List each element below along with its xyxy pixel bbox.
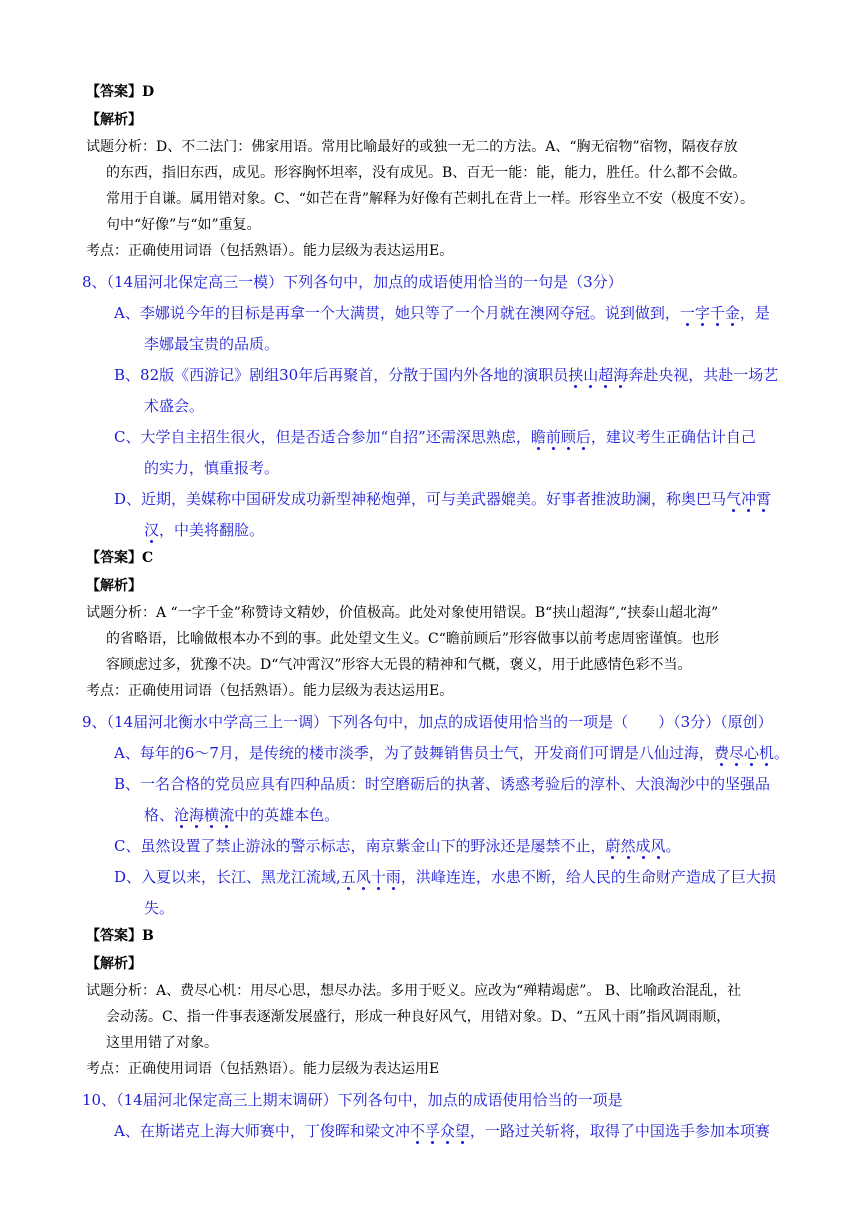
answer-label: 【答案】C <box>86 550 154 566</box>
analysis-line: 句中“好像”与“如”重复。 <box>106 217 261 233</box>
option-b: B、82版《西游记》剧组30年后再聚首，分散于国内外各地的演职员挟山超海奔赴央视，共赴一场艺 <box>114 366 779 384</box>
option-a: A、李娜说今年的目标是再拿一个大满贯，她只等了一个月就在澳网夺冠。说到做到，一字千金，是 <box>114 304 770 322</box>
option-a: A、在斯诺克上海大师赛中，丁俊晖和梁文冲不孚众望，一路过关斩将，取得了中国选手参加本项赛 <box>114 1122 770 1140</box>
kaodian-line: 考点：正确使用词语（包括熟语）。能力层级为表达运用E <box>86 1061 440 1077</box>
kaodian-line: 考点：正确使用词语（包括熟语）。能力层级为表达运用E。 <box>86 243 454 259</box>
option-d-cont: 失。 <box>144 899 175 917</box>
option-d-cont: 汉，中美将翻脸。 <box>144 521 265 539</box>
option-b: B、一名合格的党员应具有四种品质：时空磨砺后的执著、诱惑考验后的淳朴、大浪淘沙中的坚强品 <box>114 775 771 793</box>
option-a: A、每年的6～7月，是传统的楼市淡季，为了鼓舞销售员士气，开发商们可谓是八仙过海，费尽心机。 <box>114 744 790 762</box>
analysis-line: 的东西，指旧东西，成见。形容胸怀坦率，没有成见。B、百无一能：能，能力，胜任。什么都不会做。 <box>106 165 747 181</box>
option-c: C、虽然设置了禁止游泳的警示标志，南京紫金山下的野泳还是屡禁不止，蔚然成风。 <box>114 837 681 855</box>
option-c: C、大学自主招生很火，但是否适合参加“自招”还需深思熟虑，瞻前顾后，建议考生正确估计自己 <box>114 428 756 446</box>
analysis-line: 试题分析：D、不二法门：佛家用语。常用比喻最好的或独一无二的方法。A、“胸无宿物”宿物，隔夜存放 <box>86 139 738 155</box>
analysis-line: 这里用错了对象。 <box>106 1035 218 1051</box>
analysis-line: 常用于自谦。属用错对象。C、“如芒在背”解释为好像有芒刺扎在背上一样。形容坐立不安（极度不安）。 <box>106 191 755 207</box>
option-d: D、入夏以来，长江、黑龙江流域,五风十雨，洪峰连连，水患不断，给人民的生命财产造成了巨大损 <box>114 868 776 886</box>
analysis-line: 试题分析：A “一字千金”称赞诗文精妙，价值极高。此处对象使用错误。B“挟山超海”,“挟泰山超北海” <box>86 605 719 621</box>
option-d: D、近期，美媒称中国研发成功新型神秘炮弹，可与美武器媲美。好事者推波助澜，称奥巴马气冲霄 <box>114 490 772 508</box>
analysis-line: 的省略语，比喻做根本办不到的事。此处望文生义。C“瞻前顾后”形容做事以前考虑周密谨慎。也形 <box>106 631 720 647</box>
question-stem: 8、（14届河北保定高三一模）下列各句中，加点的成语使用恰当的一句是（3分） <box>82 273 623 291</box>
analysis-line: 试题分析：A、费尽心机：用尽心思，想尽办法。多用于贬义。应改为“殚精竭虑”。 B、比喻政治混乱，社 <box>86 983 742 999</box>
answer-label: 【答案】D <box>86 84 155 100</box>
analysis-label: 【解析】 <box>86 956 142 972</box>
analysis-label: 【解析】 <box>86 578 142 594</box>
analysis-label: 【解析】 <box>86 112 142 128</box>
question-stem: 9、（14届河北衡水中学高三上一调）下列各句中，加点的成语使用恰当的一项是（ ）（3分）（原创） <box>82 713 773 731</box>
answer-label: 【答案】B <box>86 928 154 944</box>
option-c-cont: 的实力，慎重报考。 <box>144 459 280 477</box>
option-b-cont: 格、沧海横流中的英雄本色。 <box>144 806 340 824</box>
question-stem: 10、（14届河北保定高三上期末调研）下列各句中，加点的成语使用恰当的一项是 <box>82 1091 623 1109</box>
analysis-line: 会动荡。C、指一件事表逐渐发展盛行，形成一种良好风气，用错对象。D、“五风十雨”指风调雨顺， <box>106 1009 731 1025</box>
option-b-cont: 术盛会。 <box>144 397 205 415</box>
option-a-cont: 李娜最宝贵的品质。 <box>144 335 280 353</box>
kaodian-line: 考点：正确使用词语（包括熟语）。能力层级为表达运用E。 <box>86 683 454 699</box>
analysis-line: 容顾虑过多，犹豫不决。D“气冲霄汉”形容大无畏的精神和气概，褒义，用于此感情色彩不当。 <box>106 657 692 673</box>
